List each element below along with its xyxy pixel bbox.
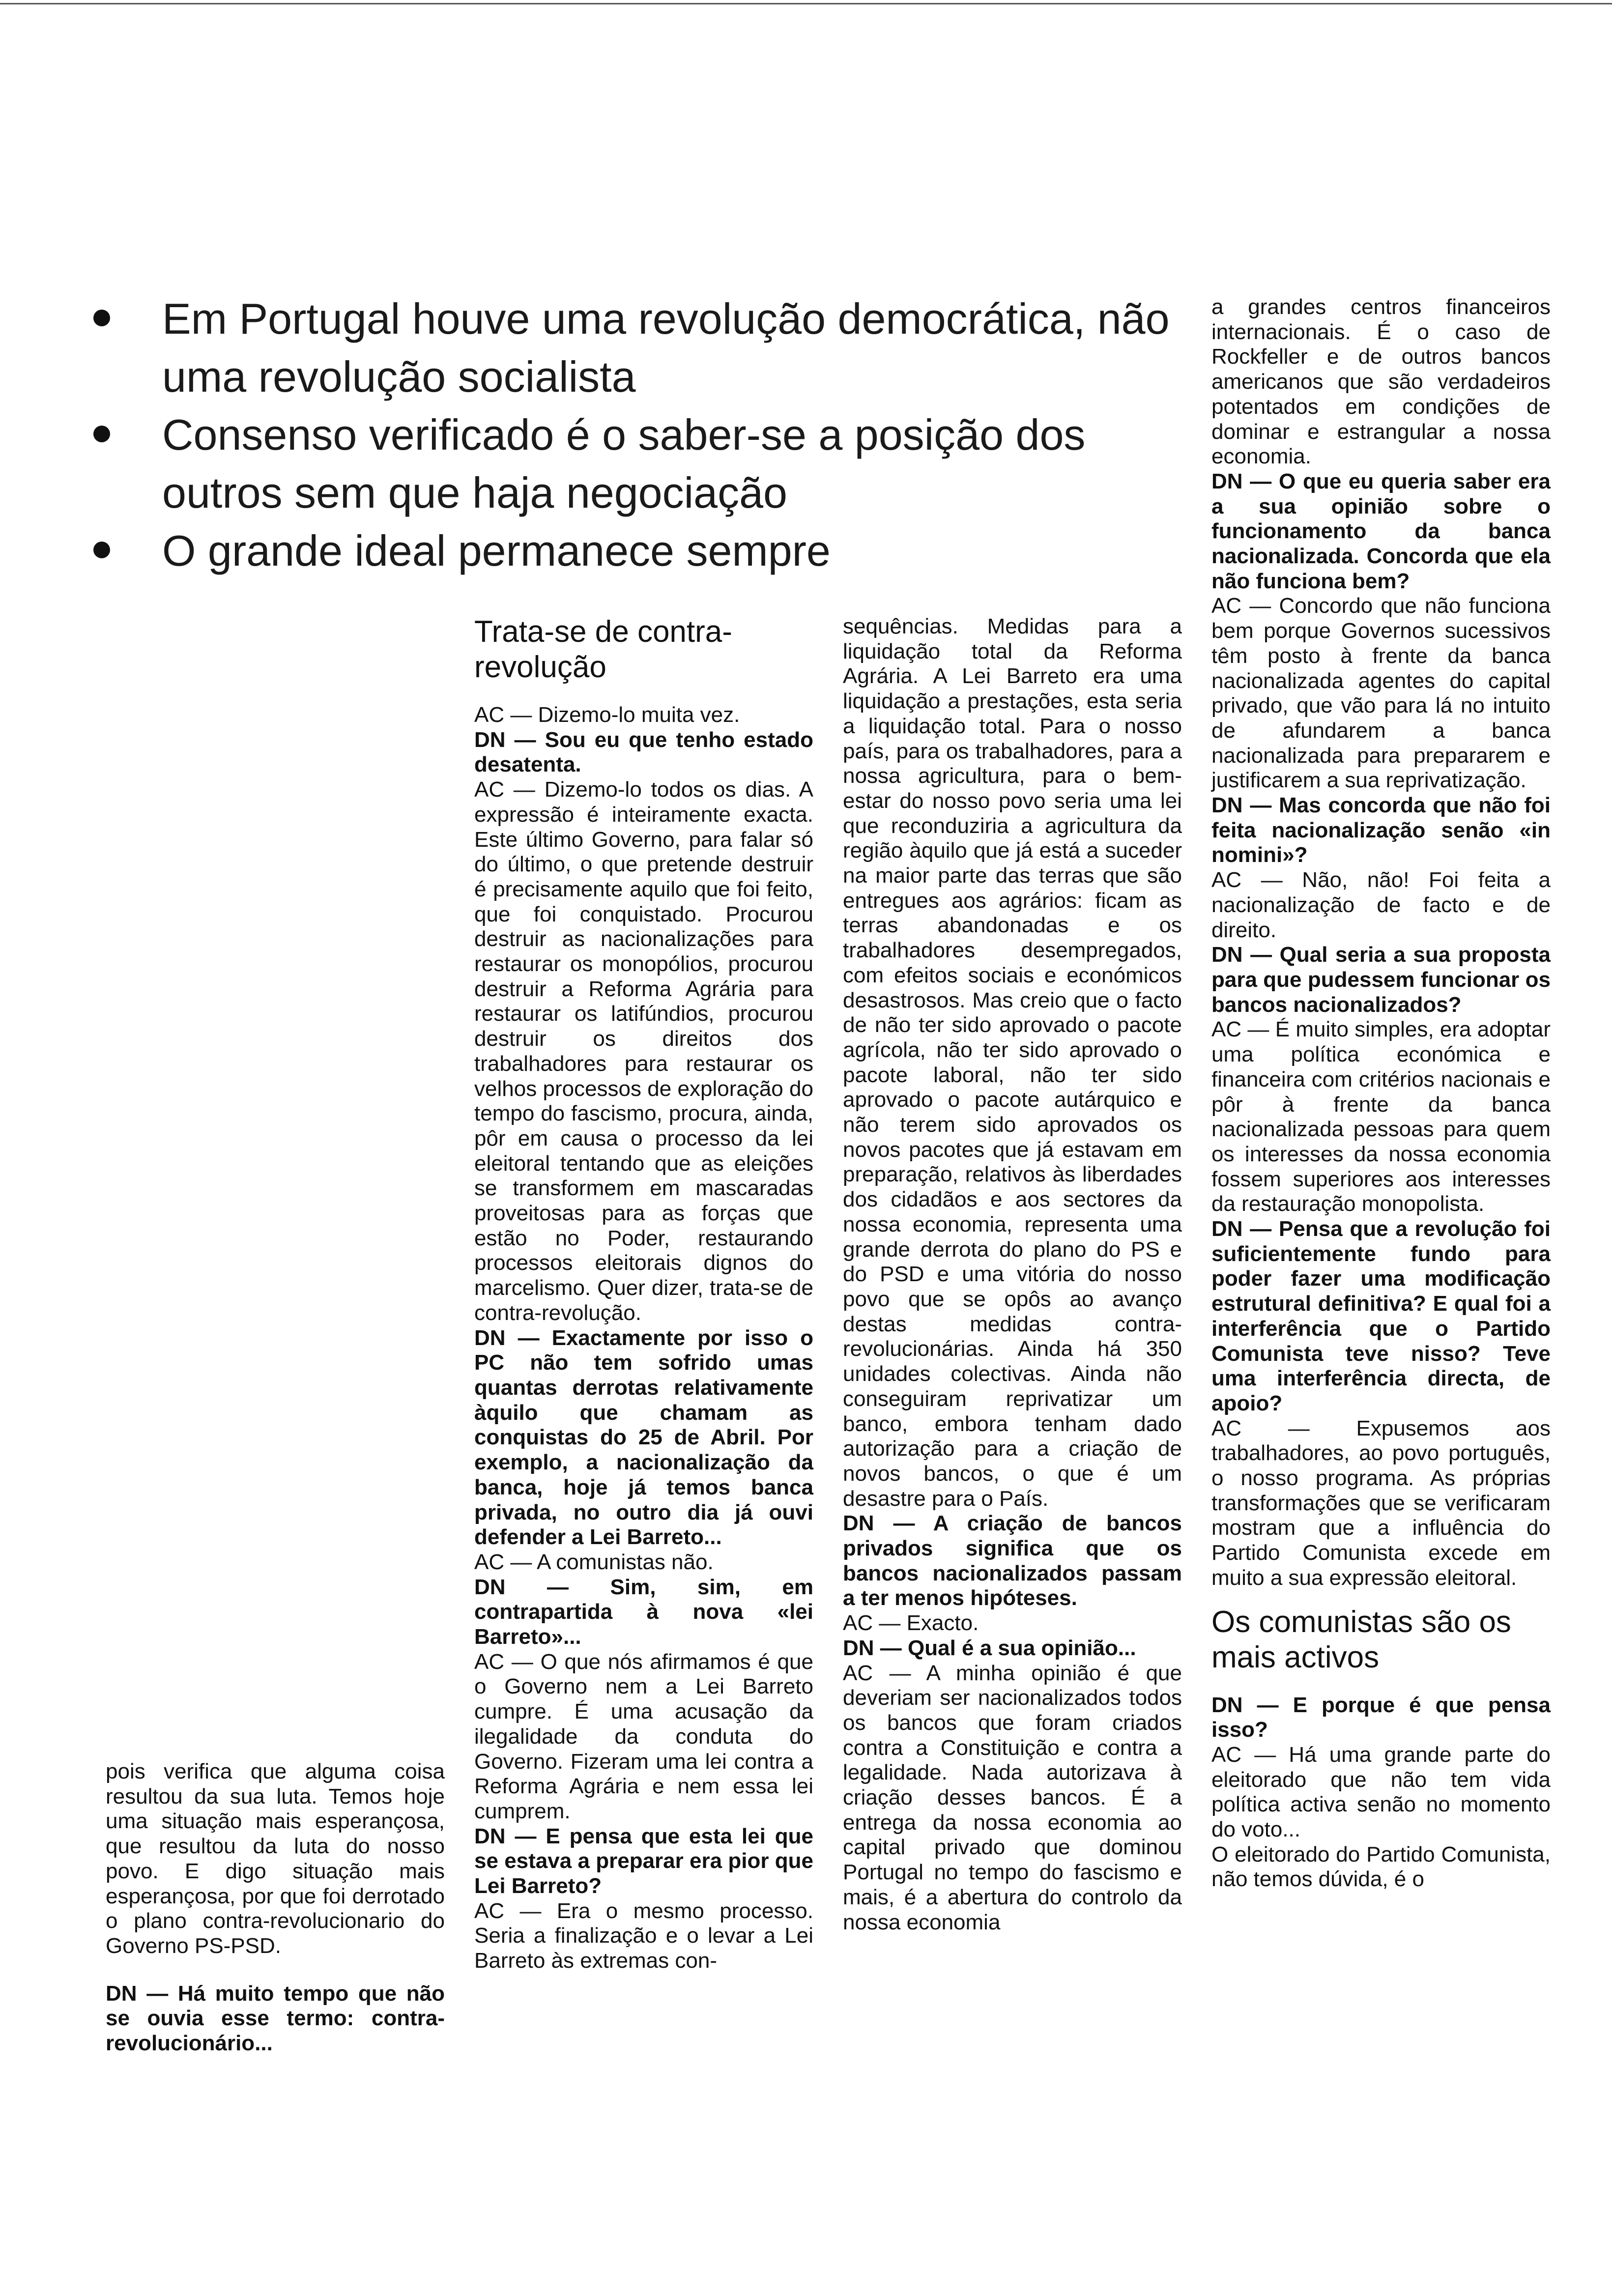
headline-3: O grande ideal permanece sempre [74, 522, 1194, 580]
answer: AC — Dizemo-lo muita vez. [474, 703, 740, 727]
answer: sequências. Medidas para a liquidação total da Reforma Agrária. A Lei Barreto era uma liquidação a prestações, esta seria a liquidação total. Para o nosso país, para os trabalhadores, para a nossa agricultura, para o bem-estar do nosso povo seria uma lei que reconduziria a agricultura da região àquilo que já está a suceder na maior parte das terras que são entregues aos agrários: ficam as terras abandonadas e os trabalhadores desempregados, com efeitos sociais e económicos desastrosos. Mas creio que o facto de não ter sido aprovado o pacote agrícola, não ter sido aprovado o pacote laboral, não ter sido aprovado o pacote autárquico e não terem sido aprovados os novos pacotes que já estavam em preparação, relativos às liberdades dos cidadãos e aos sectores da nossa economia, representa uma grande derrota do plano do PS e do PSD e uma vitória do nosso povo que se opôs ao avanço destas medidas contra-revolucionárias. Ainda há 350 unidades colectivas. Ainda não conseguiram reprivatizar um banco, embora tenham dado autorização para a criação de novos bancos, o que é um desastre para o País. [843, 614, 1182, 1511]
answer: AC — O que nós afirmamos é que o Governo nem a Lei Barreto cumpre. É uma acusação da ilegalidade da conduta do Governo. Fizeram uma lei contra a Reforma Agrária e nem essa lei cumprem. [474, 1649, 813, 1823]
question: DN — Há muito tempo que não se ouvia esse termo: contra-revolucionário... [106, 1981, 445, 2056]
headline-bullets [74, 290, 1194, 580]
bullet-icon [93, 426, 110, 442]
answer: O eleitorado do Partido Comunista, não temos dúvida, é o [1211, 1842, 1551, 1892]
column-2 [474, 614, 813, 1974]
question: DN — Sou eu que tenho estado desatenta. [474, 727, 813, 777]
column-3 [843, 614, 1182, 1935]
question: DN — Qual seria a sua proposta para que pudessem funcionar os bancos nacionalizados? [1211, 943, 1551, 1017]
answer: AC — É muito simples, era adoptar uma política económica e financeira com critérios nacionais e pôr à frente da banca nacionalizada pessoas para quem os interesses da nossa economia fossem superiores aos interesses da restauração monopolista. [1211, 1017, 1551, 1216]
question: DN — O que eu queria saber era a sua opinião sobre o funcionamento da banca nacionalizada. Concorda que ela não funciona bem? [1211, 469, 1551, 593]
question: DN — Mas concorda que não foi feita nacionalização senão «in nomini»? [1211, 793, 1551, 867]
question: DN — A criação de bancos privados significa que os bancos nacionalizados passam a ter menos hipóteses. [843, 1511, 1182, 1610]
question: DN — Qual é a sua opinião... [843, 1636, 1136, 1660]
column-4 [1211, 295, 1551, 1892]
question: DN — Pensa que a revolução foi suficientemente fundo para poder fazer uma modificação estrutural definitiva? E qual foi a interferência que o Partido Comunista teve nisso? Teve uma interferência directa, de apoio? [1211, 1217, 1551, 1415]
question: DN — E porque é que pensa isso? [1211, 1693, 1551, 1742]
subheading: Trata-se de contra-revolução [474, 615, 732, 684]
answer: AC — Dizemo-lo todos os dias. A expressão é inteiramente exacta. Este último Governo, para falar só do último, o que pretende destruir é precisamente aquilo que foi feito, que foi conquistado. Procurou destruir as nacionalizações para restaurar os monopólios, procurou destruir a Reforma Agrária para restaurar os latifúndios, procurou destruir os direitos dos trabalhadores para restaurar os velhos processos de exploração do tempo do fascismo, procura, ainda, pôr em causa o processo da lei eleitoral tentando que as eleições se transformem em mascaradas proveitosas para as forças que estão no Poder, restaurando processos eleitorais dignos do marcelismo. Quer dizer, trata-se de contra-revolução. [474, 777, 813, 1325]
column-1 [106, 1759, 445, 2056]
answer: AC — Não, não! Foi feita a nacionalização de facto e de direito. [1211, 868, 1551, 942]
question: DN — Sim, sim, em contrapartida à nova «lei Barreto»... [474, 1575, 813, 1649]
answer: AC — Era o mesmo processo. Seria a finalização e o levar a Lei Barreto às extremas con- [474, 1898, 813, 1973]
top-rule [0, 3, 1612, 4]
paragraph: pois verifica que alguma coisa resultou da sua luta. Temos hoje uma situação mais esperançosa, que resultou da luta do nosso povo. E digo situação mais esperançosa, por que foi derrotado o plano contra-revolucionario do Governo PS-PSD. [106, 1759, 445, 1958]
answer: a grandes centros financeiros internacionais. É o caso de Rockfeller e de outros bancos americanos que são verdadeiros potentados em condições de dominar e estrangular a nossa economia. [1211, 295, 1551, 469]
answer: AC — Expusemos aos trabalhadores, ao povo português, o nosso programa. As próprias transformações que se verificaram mostram que a influência do Partido Comunista excede em muito a sua expressão eleitoral. [1211, 1416, 1551, 1590]
bullet-icon [93, 542, 110, 558]
question: DN — Exactamente por isso o PC não tem sofrido umas quantas derrotas relativamente àquilo que chamam as conquistas do 25 de Abril. Por exemplo, a nacionalização da banca, hoje já temos banca privada, no outro dia já ouvi defender a Lei Barreto... [474, 1325, 813, 1550]
subheading: Os comunistas são os mais activos [1211, 1605, 1511, 1674]
question: DN — E pensa que esta lei que se estava a preparar era pior que Lei Barreto? [474, 1824, 813, 1898]
answer: AC — Concordo que não funciona bem porque Governos sucessivos têm posto à frente da banca nacionalizada agentes do capital privado, que vão para lá no intuito de afundarem a banca nacionalizada para prepararem e justificarem a sua reprivatização. [1211, 594, 1551, 793]
bullet-icon [93, 310, 110, 326]
headline-1: Em Portugal houve uma revolução democrática, não uma revolução socialista [74, 290, 1194, 406]
answer: AC — Exacto. [843, 1611, 979, 1636]
answer: AC — Há uma grande parte do eleitorado que não tem vida política activa senão no momento do voto... [1211, 1742, 1551, 1842]
headline-2: Consenso verificado é o saber-se a posição dos outros sem que haja negociação [74, 406, 1194, 522]
answer: AC — A comunistas não. [474, 1550, 714, 1574]
answer: AC — A minha opinião é que deveriam ser nacionalizados todos os bancos que foram criados contra a Constituição e contra a legalidade. Nada autorizava à criação desses bancos. É a entrega da nossa economia ao capital privado que dominou Portugal no tempo do fascismo e mais, é a abertura do controlo da nossa economia [843, 1661, 1182, 1934]
